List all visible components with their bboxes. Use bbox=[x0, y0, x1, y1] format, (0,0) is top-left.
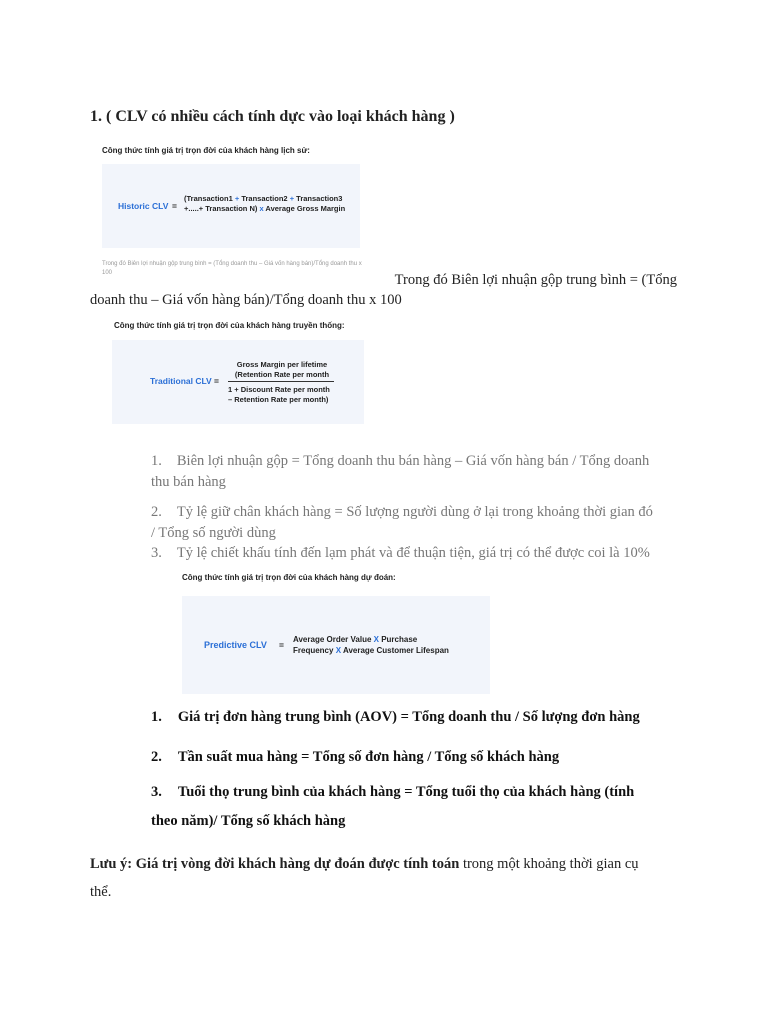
traditional-clv-figure bbox=[110, 318, 366, 426]
figure-caption: Công thức tính giá trị trọn đời của khách hàng dự đoán: bbox=[182, 573, 396, 582]
equals-sign: = bbox=[279, 640, 284, 650]
figure-note: Trong đó Biên lợi nhuận gộp trung bình = (Tổng doanh thu – Giá vốn hàng bán)/Tổng doanh thu x 100 bbox=[102, 261, 362, 276]
formula-denominator: 1 + Discount Rate per month – Retention Rate per month) bbox=[228, 385, 330, 404]
formula-numerator: Gross Margin per lifetime (Retention Rate per month bbox=[234, 360, 330, 379]
note-paragraph: Lưu ý: Giá trị vòng đời khách hàng dự đoán được tính toán trong một khoảng thời gian cụ thể. bbox=[90, 856, 639, 900]
formula-label: Historic CLV bbox=[118, 201, 169, 211]
equals-sign: = bbox=[214, 376, 219, 386]
list-item: 2. Tỷ lệ giữ chân khách hàng = Số lượng người dùng ở lại trong khoảng thời gian đó / Tổng số người dùng bbox=[151, 504, 653, 541]
formula-expression: Average Order Value X Purchase Frequency X Average Customer Lifespan bbox=[293, 635, 449, 655]
list-item: 2. Tần suất mua hàng = Tổng số đơn hàng / Tổng số khách hàng bbox=[151, 749, 560, 765]
fraction-bar bbox=[228, 381, 334, 382]
list-item: 3. Tỷ lệ chiết khấu tính đến lạm phát và để thuận tiện, giá trị có thể được coi là 10% bbox=[151, 545, 650, 561]
formula-label: Predictive CLV bbox=[204, 640, 267, 650]
historic-clv-figure bbox=[100, 142, 362, 282]
list-item: 1. Giá trị đơn hàng trung bình (AOV) = Tổng doanh thu / Số lượng đơn hàng bbox=[151, 709, 640, 725]
equals-sign: = bbox=[172, 201, 177, 211]
predictive-clv-figure bbox=[180, 570, 492, 696]
formula-label: Traditional CLV bbox=[150, 376, 212, 386]
note-bold: Lưu ý: Giá trị vòng đời khách hàng dự đoán được tính toán bbox=[90, 856, 460, 872]
list-item: 3. Tuổi thọ trung bình của khách hàng = Tổng tuổi thọ của khách hàng (tính theo năm)/ Tổng số khách hàng bbox=[151, 784, 635, 829]
list-item: 1. Biên lợi nhuận gộp = Tổng doanh thu bán hàng – Giá vốn hàng bán / Tổng doanh thu bán hàng bbox=[151, 453, 650, 490]
figure-caption: Công thức tính giá trị trọn đời của khách hàng lịch sử: bbox=[102, 146, 310, 155]
figure-caption: Công thức tính giá trị trọn đời của khách hàng truyền thống: bbox=[114, 321, 345, 330]
paragraph-line: Trong đó Biên lợi nhuận gộp trung bình = (Tổng bbox=[394, 272, 677, 288]
paragraph-line: doanh thu – Giá vốn hàng bán)/Tổng doanh thu x 100 bbox=[90, 292, 402, 308]
formula-expression: (Transaction1 + Transaction2 + Transaction3 +.....+ Transaction N) x Average Gross Margin bbox=[184, 194, 346, 213]
section-heading: 1. ( CLV có nhiều cách tính dực vào loại khách hàng ) bbox=[90, 108, 455, 125]
